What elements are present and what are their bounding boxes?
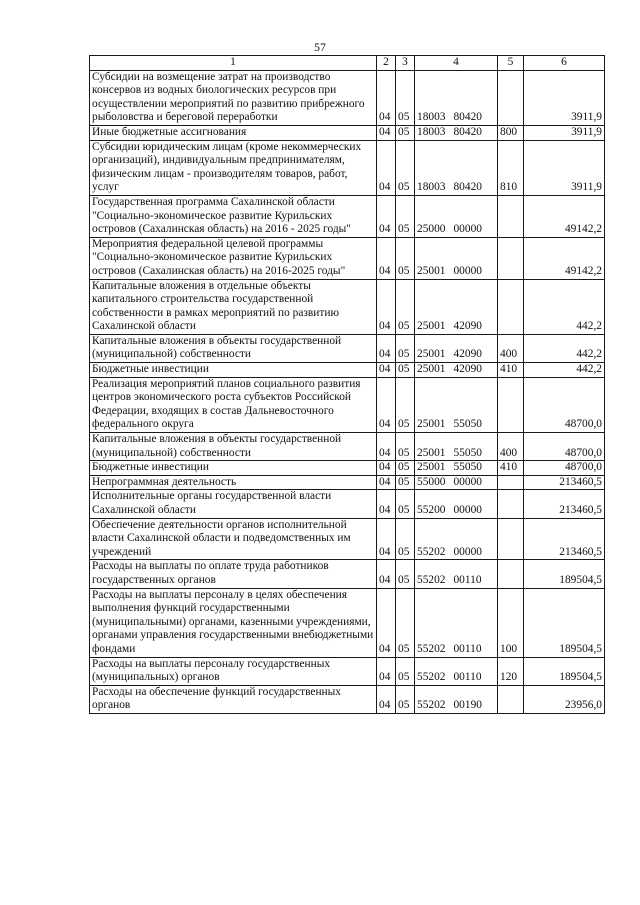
row-target-article <box>415 433 498 461</box>
row-section-code: 04 <box>377 588 396 657</box>
target-article-program: 25001 <box>417 320 446 333</box>
row-amount: 213460,5 <box>524 518 605 560</box>
row-amount: 189504,5 <box>524 560 605 588</box>
target-article-direction: 00110 <box>453 642 482 655</box>
target-article-direction: 00000 <box>453 504 482 516</box>
row-target-article <box>415 657 498 685</box>
row-subsection-code: 05 <box>396 377 415 432</box>
header-col-2: 2 <box>377 56 396 71</box>
target-article-program: 25001 <box>417 418 446 431</box>
row-section-code: 04 <box>377 125 396 140</box>
row-expense-type: 400 <box>498 334 524 362</box>
table-row <box>90 588 605 657</box>
row-section-code: 04 <box>377 363 396 378</box>
row-target-article <box>415 279 498 334</box>
table-row <box>90 140 605 195</box>
target-article-program: 25001 <box>417 363 446 376</box>
target-article-program: 25001 <box>417 348 446 361</box>
row-expense-type <box>498 560 524 588</box>
table-header-row <box>90 56 605 71</box>
target-article-direction: 42090 <box>453 348 482 361</box>
table-row <box>90 685 605 713</box>
target-article-direction: 00000 <box>453 545 482 558</box>
target-article-program: 25001 <box>417 461 446 474</box>
row-amount: 442,2 <box>524 334 605 362</box>
row-section-code: 04 <box>377 279 396 334</box>
row-section-code: 04 <box>377 433 396 461</box>
target-article-program: 18003 <box>417 125 446 138</box>
page-number: 57 <box>314 40 326 54</box>
row-amount: 213460,5 <box>524 475 605 490</box>
row-section-code: 04 <box>377 377 396 432</box>
row-expense-type <box>498 237 524 279</box>
row-expense-type: 410 <box>498 461 524 476</box>
target-article-program: 25001 <box>417 446 446 459</box>
row-section-code: 04 <box>377 475 396 490</box>
row-subsection-code: 05 <box>396 461 415 476</box>
target-article-program: 55202 <box>417 642 446 655</box>
row-amount: 3911,9 <box>524 70 605 125</box>
row-section-code: 04 <box>377 237 396 279</box>
target-article-program: 55202 <box>417 671 446 684</box>
target-article-direction: 80420 <box>453 181 482 194</box>
row-target-article <box>415 125 498 140</box>
header-col-5: 5 <box>498 56 524 71</box>
target-article-program: 55202 <box>417 545 446 558</box>
row-subsection-code: 05 <box>396 334 415 362</box>
row-description: Субсидии на возмещение затрат на производство консервов из водных биологических ресурсов при осуществлении мероприятий по развитию прибрежного рыболовства и береговой переработки <box>90 70 377 125</box>
target-article-program: 55200 <box>417 504 446 516</box>
row-target-article <box>415 140 498 195</box>
row-description: Капитальные вложения в отдельные объекты капитального строительства государственной собственности в рамках мероприятий по развитию Сахалинской области <box>90 279 377 334</box>
row-section-code: 04 <box>377 518 396 560</box>
row-expense-type: 810 <box>498 140 524 195</box>
target-article-direction: 80420 <box>453 111 482 124</box>
row-section-code: 04 <box>377 461 396 476</box>
row-amount: 49142,2 <box>524 195 605 237</box>
row-amount: 442,2 <box>524 279 605 334</box>
row-target-article <box>415 475 498 490</box>
row-amount: 442,2 <box>524 363 605 378</box>
row-target-article <box>415 490 498 518</box>
row-subsection-code: 05 <box>396 433 415 461</box>
row-section-code: 04 <box>377 195 396 237</box>
row-expense-type <box>498 490 524 518</box>
row-subsection-code: 05 <box>396 279 415 334</box>
row-target-article <box>415 461 498 476</box>
row-description: Обеспечение деятельности органов исполнительной власти Сахалинской области и подведомственных им учреждений <box>90 518 377 560</box>
row-subsection-code: 05 <box>396 657 415 685</box>
row-subsection-code: 05 <box>396 237 415 279</box>
target-article-direction: 55050 <box>453 461 482 474</box>
row-target-article <box>415 334 498 362</box>
row-section-code: 04 <box>377 657 396 685</box>
row-subsection-code: 05 <box>396 195 415 237</box>
target-article-direction: 55050 <box>453 446 482 459</box>
row-expense-type: 800 <box>498 125 524 140</box>
table-row <box>90 518 605 560</box>
row-expense-type <box>498 475 524 490</box>
target-article-direction: 55050 <box>453 418 482 431</box>
target-article-direction: 00190 <box>453 699 482 712</box>
row-expense-type <box>498 70 524 125</box>
target-article-program: 25000 <box>417 223 446 236</box>
row-target-article <box>415 237 498 279</box>
row-description: Расходы на выплаты по оплате труда работников государственных органов <box>90 560 377 588</box>
target-article-program: 18003 <box>417 111 446 124</box>
target-article-direction: 00110 <box>453 573 482 586</box>
row-subsection-code: 05 <box>396 70 415 125</box>
table-row <box>90 195 605 237</box>
row-amount: 48700,0 <box>524 377 605 432</box>
table-row <box>90 461 605 476</box>
row-description: Капитальные вложения в объекты государственной (муниципальной) собственности <box>90 334 377 362</box>
table-row <box>90 490 605 518</box>
row-amount: 3911,9 <box>524 140 605 195</box>
row-description: Расходы на выплаты персоналу государственных (муниципальных) органов <box>90 657 377 685</box>
table-row <box>90 125 605 140</box>
target-article-program: 55202 <box>417 573 446 586</box>
table-row <box>90 377 605 432</box>
table-row <box>90 237 605 279</box>
header-col-4: 4 <box>415 56 498 71</box>
row-section-code: 04 <box>377 140 396 195</box>
row-subsection-code: 05 <box>396 490 415 518</box>
target-article-program: 25001 <box>417 264 446 277</box>
table-row <box>90 433 605 461</box>
row-target-article <box>415 588 498 657</box>
row-amount: 213460,5 <box>524 490 605 518</box>
row-expense-type <box>498 377 524 432</box>
row-target-article <box>415 560 498 588</box>
row-section-code: 04 <box>377 490 396 518</box>
row-subsection-code: 05 <box>396 363 415 378</box>
row-section-code: 04 <box>377 334 396 362</box>
row-description: Государственная программа Сахалинской области "Социально-экономическое развитие Курильских островов (Сахалинская область) на 2016 - 2025 годы" <box>90 195 377 237</box>
header-col-1: 1 <box>90 56 377 71</box>
row-subsection-code: 05 <box>396 588 415 657</box>
table-row <box>90 279 605 334</box>
row-description: Расходы на выплаты персоналу в целях обеспечения выполнения функций государственными (муниципальными) органами, казенными учреждениями, органами управления государственными внебюджетными фондами <box>90 588 377 657</box>
row-expense-type <box>498 518 524 560</box>
table-row <box>90 363 605 378</box>
row-description: Реализация мероприятий планов социального развития центров экономического роста субъектов Российской Федерации, входящих в состав Дальневосточного федерального округа <box>90 377 377 432</box>
row-description: Непрограммная деятельность <box>90 475 377 490</box>
row-subsection-code: 05 <box>396 140 415 195</box>
row-expense-type: 100 <box>498 588 524 657</box>
row-description: Мероприятия федеральной целевой программы "Социально-экономическое развитие Курильских островов (Сахалинская область) на 2016-2025 годы" <box>90 237 377 279</box>
target-article-direction: 00000 <box>453 223 482 236</box>
target-article-direction: 80420 <box>453 125 482 138</box>
row-amount: 49142,2 <box>524 237 605 279</box>
table-row <box>90 475 605 490</box>
target-article-program: 55000 <box>417 475 446 488</box>
row-description: Иные бюджетные ассигнования <box>90 125 377 140</box>
table-row <box>90 334 605 362</box>
target-article-direction: 42090 <box>453 363 482 376</box>
row-expense-type <box>498 685 524 713</box>
row-target-article <box>415 377 498 432</box>
header-col-3: 3 <box>396 56 415 71</box>
row-description: Бюджетные инвестиции <box>90 363 377 378</box>
row-expense-type <box>498 195 524 237</box>
row-description: Расходы на обеспечение функций государственных органов <box>90 685 377 713</box>
row-subsection-code: 05 <box>396 518 415 560</box>
row-expense-type: 120 <box>498 657 524 685</box>
target-article-direction: 00000 <box>453 475 482 488</box>
target-article-direction: 00000 <box>453 264 482 277</box>
row-subsection-code: 05 <box>396 475 415 490</box>
row-subsection-code: 05 <box>396 560 415 588</box>
row-target-article <box>415 685 498 713</box>
header-col-6: 6 <box>524 56 605 71</box>
budget-table <box>89 55 605 714</box>
row-target-article <box>415 70 498 125</box>
row-target-article <box>415 518 498 560</box>
table-row <box>90 657 605 685</box>
row-amount: 23956,0 <box>524 685 605 713</box>
row-amount: 48700,0 <box>524 461 605 476</box>
row-description: Капитальные вложения в объекты государственной (муниципальной) собственности <box>90 433 377 461</box>
target-article-program: 18003 <box>417 181 446 194</box>
target-article-direction: 00110 <box>453 671 482 684</box>
row-expense-type: 410 <box>498 363 524 378</box>
row-section-code: 04 <box>377 560 396 588</box>
row-expense-type <box>498 279 524 334</box>
row-amount: 189504,5 <box>524 657 605 685</box>
target-article-program: 55202 <box>417 699 446 712</box>
row-description: Бюджетные инвестиции <box>90 461 377 476</box>
row-description: Субсидии юридическим лицам (кроме некоммерческих организаций), индивидуальным предпринимателям, физическим лицам - производителям товаров, работ, услуг <box>90 140 377 195</box>
row-target-article <box>415 363 498 378</box>
row-amount: 3911,9 <box>524 125 605 140</box>
row-target-article <box>415 195 498 237</box>
row-description: Исполнительные органы государственной власти Сахалинской области <box>90 490 377 518</box>
table-row <box>90 70 605 125</box>
row-amount: 48700,0 <box>524 433 605 461</box>
row-subsection-code: 05 <box>396 685 415 713</box>
target-article-direction: 42090 <box>453 320 482 333</box>
table-row <box>90 560 605 588</box>
row-expense-type: 400 <box>498 433 524 461</box>
row-section-code: 04 <box>377 685 396 713</box>
row-subsection-code: 05 <box>396 125 415 140</box>
row-section-code: 04 <box>377 70 396 125</box>
row-amount: 189504,5 <box>524 588 605 657</box>
